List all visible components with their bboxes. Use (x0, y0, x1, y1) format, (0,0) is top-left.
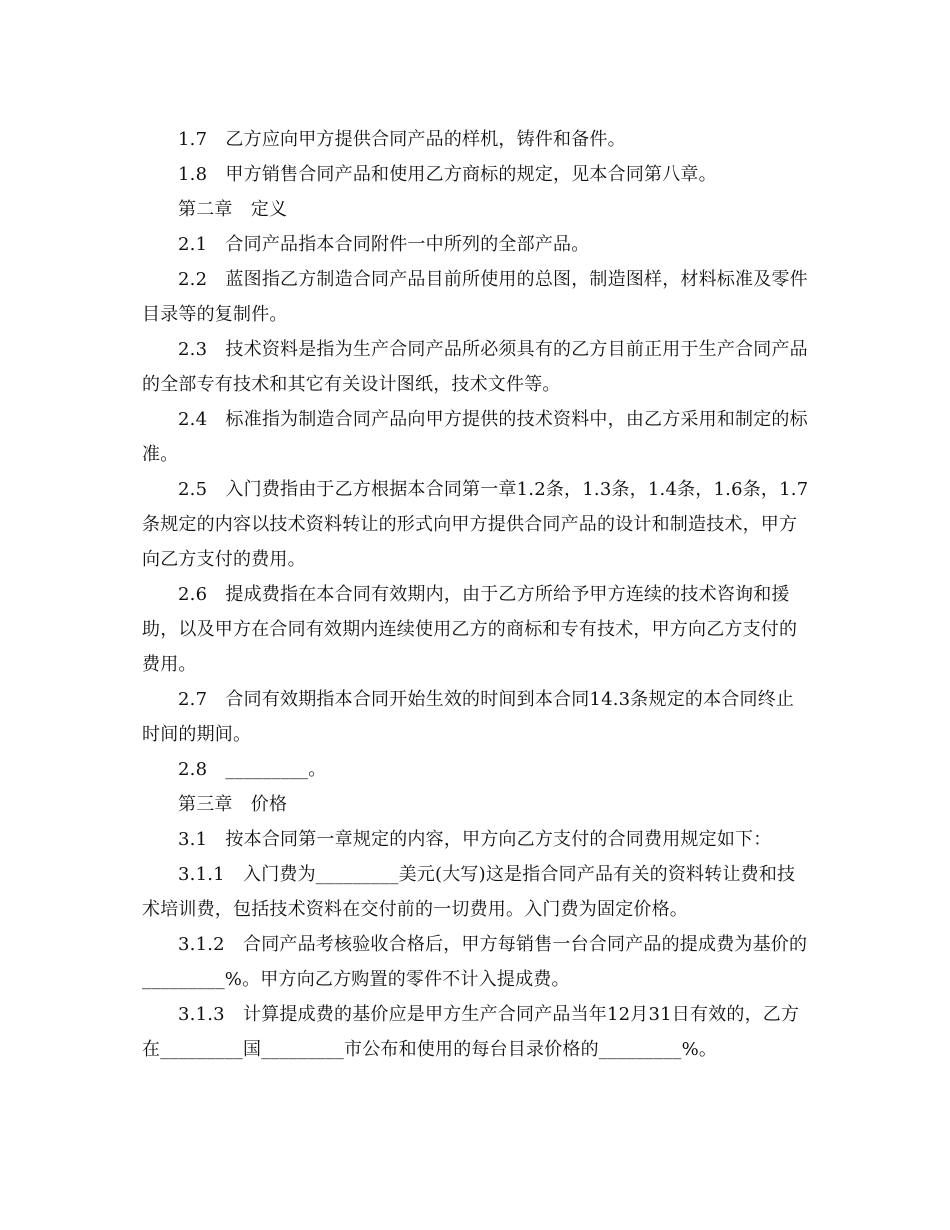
clause-2-4: 2.4 标准指为制造合同产品向甲方提供的技术资料中，由乙方采用和制定的标准。 (142, 409, 808, 465)
chapter-2-heading: 第二章 定义 (178, 199, 288, 220)
clause-2-5: 2.5 入门费指由于乙方根据本合同第一章1.2条，1.3条，1.4条，1.6条，1.7条规定的内容以技术资料转让的形式向甲方提供合同产品的设计和制造技术，甲方向乙方支付的费用。 (142, 479, 809, 570)
clause-1-8: 1.8 甲方销售合同产品和使用乙方商标的规定，见本合同第八章。 (178, 164, 717, 185)
clause-3-1-2: 3.1.2 合同产品考核验收合格后，甲方每销售一台合同产品的提成费为基价的_________%。甲方向乙方购置的零件不计入提成费。 (142, 934, 808, 990)
clause-2-6: 2.6 提成费指在本合同有效期内，由于乙方所给予甲方连续的技术咨询和援助，以及甲方在合同有效期内连续使用乙方的商标和专有技术，甲方向乙方支付的费用。 (142, 584, 798, 675)
clause-2-7: 2.7 合同有效期指本合同开始生效的时间到本合同14.3条规定的本合同终止时间的期间。 (142, 689, 795, 745)
clause-1-7: 1.7 乙方应向甲方提供合同产品的样机，铸件和备件。 (178, 129, 626, 150)
clause-3-1: 3.1 按本合同第一章规定的内容，甲方向乙方支付的合同费用规定如下： (178, 829, 772, 850)
clause-3-1-1: 3.1.1 入门费为_________美元(大写)这是指合同产品有关的资料转让费和技术培训费，包括技术资料在交付前的一切费用。入门费为固定价格。 (142, 864, 796, 920)
document-body (142, 122, 810, 1067)
clause-2-3: 2.3 技术资料是指为生产合同产品所必须具有的乙方目前正用于生产合同产品的全部专有技术和其它有关设计图纸，技术文件等。 (142, 339, 808, 395)
clause-2-1: 2.1 合同产品指本合同附件一中所列的全部产品。 (178, 234, 590, 255)
clause-3-1-3: 3.1.3 计算提成费的基价应是甲方生产合同产品当年12月31日有效的，乙方在_________国_________市公布和使用的每台目录价格的_________%。 (142, 1004, 800, 1060)
clause-2-8: 2.8 _________。 (178, 759, 327, 780)
chapter-3-heading: 第三章 价格 (178, 794, 288, 815)
clause-2-2: 2.2 蓝图指乙方制造合同产品目前所使用的总图，制造图样，材料标准及零件目录等的复制件。 (142, 269, 808, 325)
